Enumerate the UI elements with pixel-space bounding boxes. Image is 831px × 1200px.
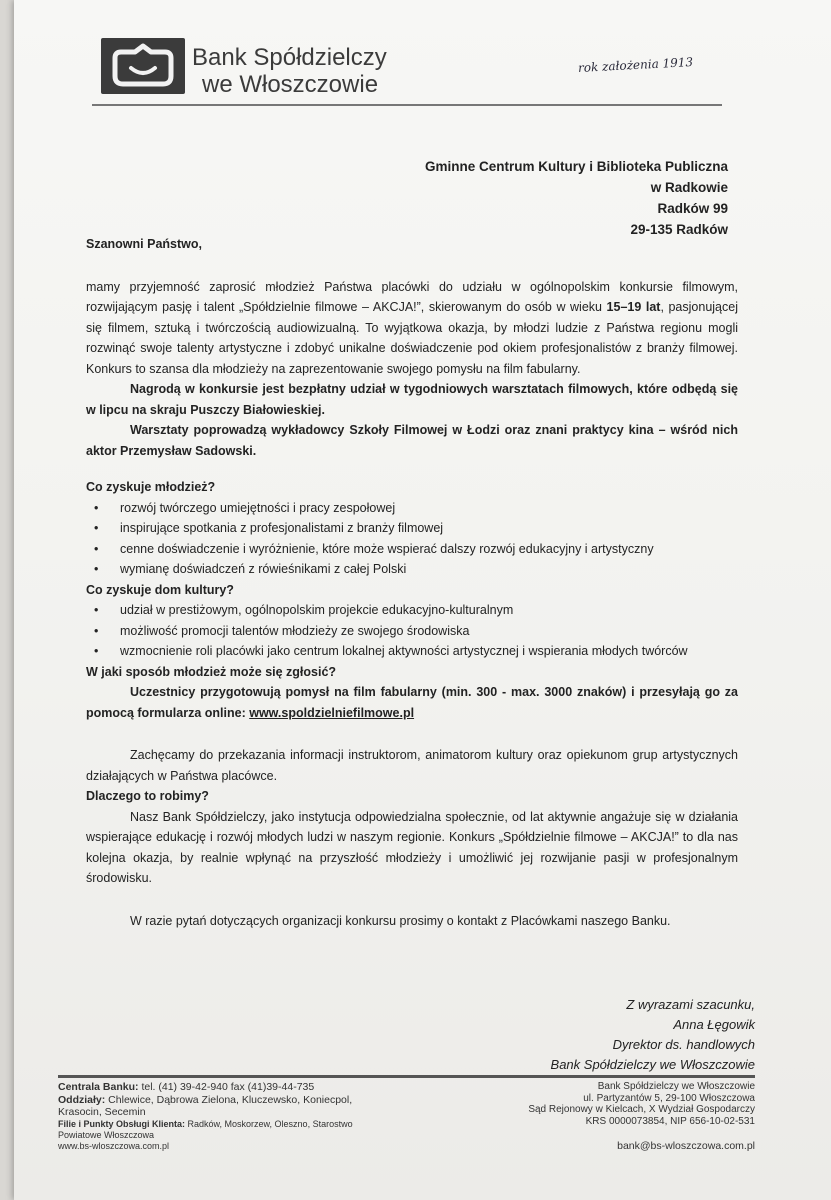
intro-age: 15–19 lat <box>606 300 661 314</box>
bullet-icon: • <box>94 541 99 556</box>
footer-divider <box>58 1075 755 1078</box>
bullet-icon: • <box>94 521 99 535</box>
why-paragraph: Nasz Bank Spółdzielczy, jako instytucja odpowiedzialna społecznie, od lat aktywnie angażuje się w działania wspierające edukację i rozwój młodych ludzi w naszym regionie. Konkurs „Spółdzielnie filmowe – AKCJA!” to dla nas kolejna okazja, by realnie wpłynąć na przyszłość młodzieży i umożliwić jej rozwijanie pasji w profesjonalnym środowisku. <box>86 809 738 885</box>
recipient-line1: Gminne Centrum Kultury i Biblioteka Publiczna <box>424 159 728 174</box>
list-item <box>94 539 738 560</box>
footer-central-value: tel. (41) 39-42-940 fax (41)39-44-735 <box>138 1081 315 1093</box>
footer-right-line4: KRS 0000073854, NIP 656-10-02-531 <box>585 1115 755 1127</box>
list-item-text: cenne doświadczenie i wyróżnienie, które może wspierać dalszy rozwój edukacyjny i artystyczny <box>120 541 654 556</box>
youth-benefits-list <box>86 498 738 580</box>
bullet-icon: • <box>94 623 99 638</box>
bullet-icon: • <box>94 562 99 576</box>
footer-central-label: Centrala Banku: <box>58 1081 139 1093</box>
footer-right-line3: Sąd Rejonowy w Kielcach, X Wydział Gospodarczy <box>528 1104 755 1115</box>
apply-paragraph <box>86 682 738 723</box>
youth-heading: Co zyskuje młodzież? <box>86 480 216 494</box>
list-item <box>94 641 738 662</box>
intro-paragraph <box>86 277 738 380</box>
footer-contacts <box>58 1081 378 1152</box>
signature-name: Anna Łęgowik <box>673 1017 755 1032</box>
footer-email[interactable]: bank@bs-wloszczowa.com.pl <box>617 1140 755 1152</box>
list-item <box>94 498 738 519</box>
apply-heading: W jaki sposób młodzież może się zgłosić? <box>86 664 337 679</box>
intro-text-a: mamy przyjemność zaprosić młodzież Państwa placówki do udziału w ogólnopolskim konkursie filmowym, rozwijającym pasję i talent „Spółdzielnie filmowe – AKCJA!”, skierowanym do osób w wieku <box>86 279 738 314</box>
recipient-line2: w Radkowie <box>650 180 728 195</box>
list-item-text: inspirujące spotkania z profesjonalistami z branży filmowej <box>120 521 444 535</box>
contact-paragraph: W razie pytań dotyczących organizacji konkursu prosimy o kontakt z Placówkami naszego Banku. <box>130 913 671 928</box>
bank-name-line2: we Włoszczowie <box>202 71 379 98</box>
handwritten-note: rok założenia 1913 <box>577 54 694 76</box>
footer-branches-label: Oddziały: <box>58 1093 106 1106</box>
list-item <box>94 518 738 539</box>
house-benefits-list <box>86 600 738 662</box>
footer-right-line1: Bank Spółdzielczy we Włoszczowie <box>597 1081 755 1092</box>
greeting: Szanowni Państwo, <box>86 237 202 251</box>
bullet-icon: • <box>94 500 99 515</box>
footer-points-label: Filie i Punkty Obsługi Klienta: <box>58 1118 186 1129</box>
encourage-paragraph: Zachęcamy do przekazania informacji instruktorom, animatorom kultury oraz opiekunom grup artystycznych działających w Państwa placówce. <box>86 748 738 783</box>
letter-body <box>86 234 738 931</box>
apply-text: Uczestnicy przygotowują pomysł na film fabularny (min. 300 - max. 3000 znaków) i przesyłają go za pomocą formularza online: <box>86 685 738 720</box>
footer-branches-value: Chlewice, Dąbrowa Zielona, Kluczewsko, Koniecpol, Krasocin, Secemin <box>58 1093 353 1118</box>
recipient-line4: 29-135 Radków <box>630 222 728 237</box>
signature-title: Dyrektor ds. handlowych <box>612 1037 755 1052</box>
footer-branches <box>58 1094 378 1119</box>
competition-link[interactable]: www.spoldzielniefilmowe.pl <box>249 705 415 720</box>
bank-name <box>192 44 387 98</box>
workshops-paragraph: Warsztaty poprowadzą wykładowcy Szkoły Filmowej w Łodzi oraz znani praktycy kina – wśród nich aktor Przemysław Sadowski. <box>86 423 738 458</box>
bullet-icon: • <box>94 603 99 617</box>
list-item-text: możliwość promocji talentów młodzieży ze swojego środowiska <box>120 623 470 638</box>
list-item-text: wymianę doświadczeń z rówieśnikami z całej Polski <box>120 562 407 576</box>
list-item <box>94 600 738 621</box>
signature-org: Bank Spółdzielczy we Włoszczowie <box>550 1057 755 1072</box>
recipient-address <box>425 156 728 240</box>
footer-website[interactable]: www.bs-wloszczowa.com.pl <box>58 1140 170 1151</box>
bank-logo-icon <box>101 38 185 94</box>
footer-points-value: Radków, Moskorzew, Oleszno, Starostwo Powiatowe Włoszczowa <box>58 1118 353 1140</box>
prize-paragraph: Nagrodą w konkursie jest bezpłatny udział w tygodniowych warsztatach filmowych, które odbędą się w lipcu na skraju Puszczy Białowieskiej. <box>86 382 738 417</box>
footer-central <box>58 1081 378 1094</box>
list-item-text: rozwój twórczego umiejętności i pracy zespołowej <box>120 500 396 515</box>
recipient-line3: Radków 99 <box>657 201 728 216</box>
why-heading: Dlaczego to robimy? <box>86 789 209 803</box>
bank-logo <box>101 38 185 94</box>
footer-right-line2: ul. Partyzantów 5, 29-100 Włoszczowa <box>583 1092 755 1104</box>
signature-block <box>551 995 755 1075</box>
footer-registry <box>528 1081 755 1153</box>
bullet-icon: • <box>94 644 99 658</box>
footer-points <box>58 1119 378 1141</box>
intro-text-b: , pasjonującej się filmem, sztuką i twórczością audiowizualną. To wyjątkowa okazja, by młodzi ludzie z Państwa regionu mogli rozwinąć swoje talenty artystyczne i zdobyć unikalne doświadczenie pod okiem profesjonalistów z branży filmowej. Konkurs to szansa dla młodzieży na zaprezentowanie swojego pomysłu na film fabularny. <box>86 300 738 376</box>
header-divider <box>92 104 722 106</box>
list-item <box>94 621 738 642</box>
signature-closing: Z wyrazami szacunku, <box>626 997 755 1012</box>
list-item <box>94 559 738 580</box>
bank-name-line1: Bank Spółdzielczy <box>192 44 387 71</box>
house-heading: Co zyskuje dom kultury? <box>86 582 234 597</box>
list-item-text: udział w prestiżowym, ogólnopolskim projekcie edukacyjno-kulturalnym <box>120 603 514 617</box>
list-item-text: wzmocnienie roli placówki jako centrum lokalnej aktywności artystycznej i wspierania młodych twórców <box>120 644 688 658</box>
